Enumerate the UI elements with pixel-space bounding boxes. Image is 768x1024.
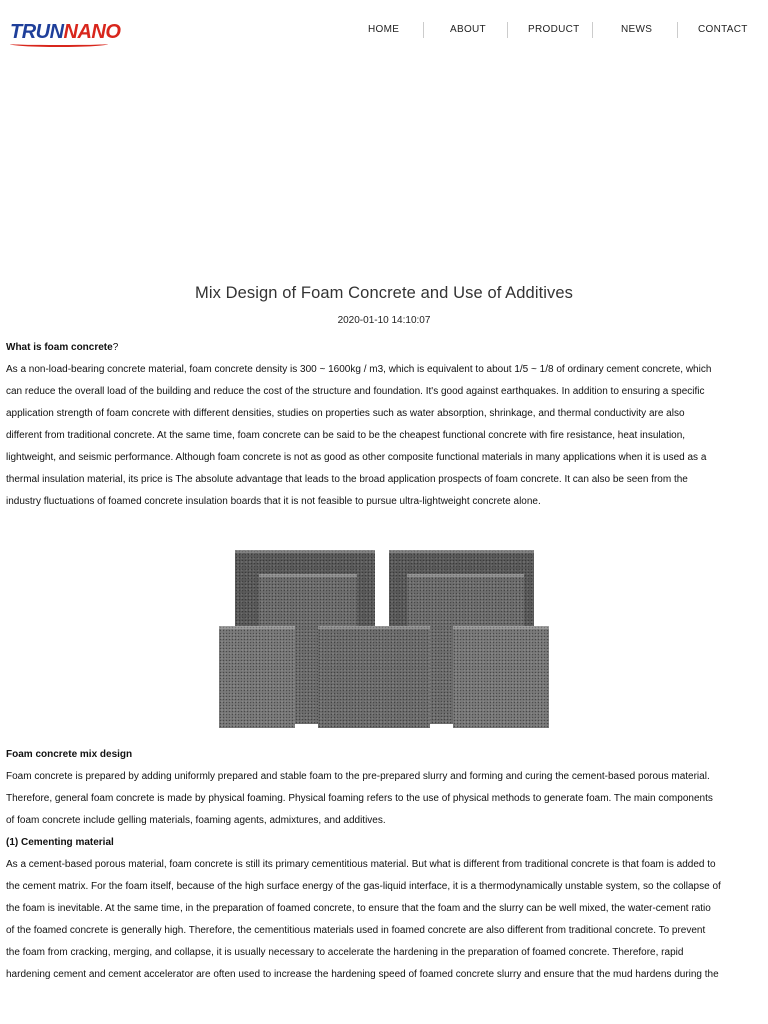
nav-divider [423,22,424,38]
article-date: 2020-01-10 14:10:07 [337,315,431,326]
nav-about[interactable]: ABOUT [450,24,486,35]
nav-contact[interactable]: CONTACT [698,24,748,35]
nav-divider [507,22,508,38]
foam-concrete-blocks-image [219,548,549,728]
intro-line: lightweight, and seismic performance. Although foam concrete is not as good as other composite functional materials in many applications when it is used as a [6,452,707,463]
logo-text-part2: NANO [63,21,121,43]
concrete-block [219,626,295,728]
logo-swoosh-icon [10,41,108,47]
nav-home[interactable]: HOME [368,24,400,35]
nav-divider [592,22,593,38]
cement-line: of the foamed concrete is generally high. Therefore, the cementitious materials used in foamed concrete are also different from traditional concrete. To prevent [6,925,706,936]
intro-line: different from traditional concrete. At the same time, foam concrete can be said to be the cheapest functional concrete with fire resistance, heat insulation, [6,430,686,441]
intro-line: can reduce the overall load of the building and reduce the cost of the structure and foundation. It's good against earthquakes. In addition to ensuring a specific [6,386,705,397]
cement-line: the cement matrix. For the foam itself, because of the high surface energy of the gas-liquid interface, it is a thermodynamically unstable system, so the collapse of [6,881,721,892]
cement-line: As a cement-based porous material, foam concrete is still its primary cementitious material. But what is different from traditional concrete is that foam is added to [6,859,716,870]
cement-line: hardening cement and cement accelerator are often used to increase the hardening speed of foamed concrete slurry and ensure that the mud hardens during the [6,969,719,980]
intro-line: As a non-load-bearing concrete material, foam concrete density is 300 ~ 1600kg / m3, which is equivalent to about 1/5 ~ 1/8 of ordinary cement concrete, which [6,364,712,375]
intro-line: application strength of foam concrete with different densities, studies on properties such as water absorption, shrinkage, and thermal conductivity are also [6,408,685,419]
question-mark: ? [112,342,119,353]
intro-line: thermal insulation material, its price is The absolute advantage that leads to the broad application prospects of foam concrete. It can also be seen from the [6,474,688,485]
nav-news[interactable]: NEWS [621,24,653,35]
trunnano-logo[interactable] [10,20,120,44]
intro-line: industry fluctuations of foamed concrete insulation boards that it is not feasible to pursue ultra-lightweight concrete alone. [6,496,541,507]
site-header [0,0,768,62]
mix-design-section [6,744,762,986]
article-title: Mix Design of Foam Concrete and Use of Additives [194,284,574,302]
nav-product[interactable]: PRODUCT [528,24,580,35]
mix-line: of foam concrete include gelling materials, foaming agents, admixtures, and additives. [6,815,386,826]
concrete-block [453,626,549,728]
mix-line: Therefore, general foam concrete is made by physical foaming. Physical foaming refers to the use of physical methods to generate foam. The main components [6,793,713,804]
cementing-heading: (1) Cementing material [6,837,114,848]
intro-section [6,337,762,513]
nav-divider [677,22,678,38]
question-heading-text: What is foam concrete [6,342,113,353]
logo-text-part1: TRUN [10,21,64,43]
cement-line: the foam is inevitable. At the same time, in the preparation of foamed concrete, to ensure that the foam and the slurry can be well mixed, the water-cement ratio [6,903,711,914]
concrete-block [318,626,430,728]
question-heading [6,337,762,359]
mix-line: Foam concrete is prepared by adding uniformly prepared and stable foam to the pre-prepared slurry and forming and curing the cement-based porous material. [6,771,710,782]
cement-line: the foam from cracking, merging, and collapse, it is usually necessary to accelerate the hardening in the preparation of foamed concrete. Therefore, rapid [6,947,684,958]
mix-design-heading: Foam concrete mix design [6,749,133,760]
